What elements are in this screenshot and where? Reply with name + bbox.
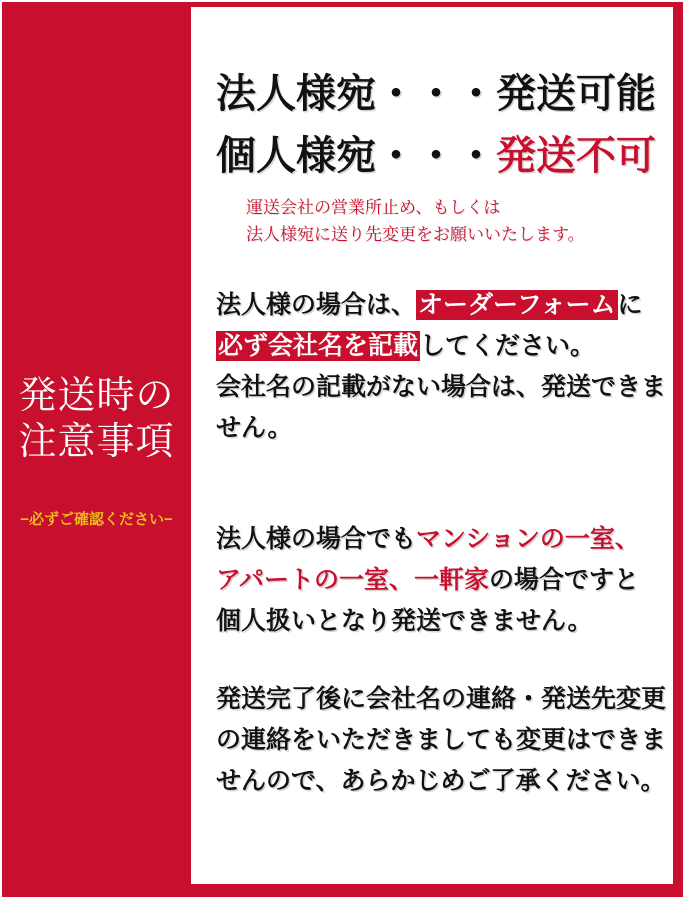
company-name-highlight: 必ず会社名を記載 [218,332,419,360]
paragraph3-line3: せんので、あらかじめご了承ください。 [216,767,666,795]
paragraph3-line1: 発送完了後に会社名の連絡・発送先変更 [216,685,667,713]
subnote [246,194,665,248]
sidebar-title-line2: 注意事項 [18,421,175,463]
paragraph2-line2-black: の場合ですと [489,566,640,594]
heading-line-corporate [216,63,665,125]
heading-line-individual [216,125,665,187]
paragraph2-line2-red: アパートの一室、一軒家 [216,566,490,594]
heading-individual-text: 個人様宛・・・ [216,134,496,178]
content-panel [191,7,673,884]
order-form-highlight: オーダーフォーム [418,291,616,319]
paragraph-order-form [216,285,665,449]
sidebar [2,2,191,897]
sidebar-confirm-note: −必ずご確認ください− [20,511,173,528]
heading [216,63,665,187]
paragraph-no-change-after-shipping [216,679,665,802]
paragraph1-line1-tail: に [617,291,643,319]
paragraph2-line2 [216,560,665,601]
sidebar-title-line1: 発送時の [18,375,175,417]
subnote-line1: 運送会社の営業所止め、もしくは [246,198,501,217]
paragraph3-line2: の連絡をいただきましても変更はできま [216,726,667,754]
subnote-line2: 法人様宛に送り先変更をお願いいたします。 [246,225,585,244]
paragraph1-line1-black: 法人様の場合は、 [216,291,417,319]
paragraph1-line1 [216,285,665,326]
paragraph1-line2-tail: してください。 [420,332,596,360]
paragraph1-line2 [216,326,665,367]
sidebar-title [2,373,191,465]
paragraph2-line1-black: 法人様の場合でも [216,525,417,553]
heading-not-shippable-text: 発送不可 [496,134,656,178]
heading-corporate-text: 法人様宛・・・発送可能 [216,72,656,116]
paragraph2-line3: 個人扱いとなり発送できません。 [216,607,593,635]
paragraph1-line4: せん。 [216,414,293,442]
red-frame [2,2,683,897]
paragraph2-line1 [216,519,665,560]
paragraph-residence-types [216,519,665,642]
paragraph1-line3: 会社名の記載がない場合は、発送できま [216,373,667,401]
paragraph2-line1-red: マンションの一室、 [416,525,640,553]
